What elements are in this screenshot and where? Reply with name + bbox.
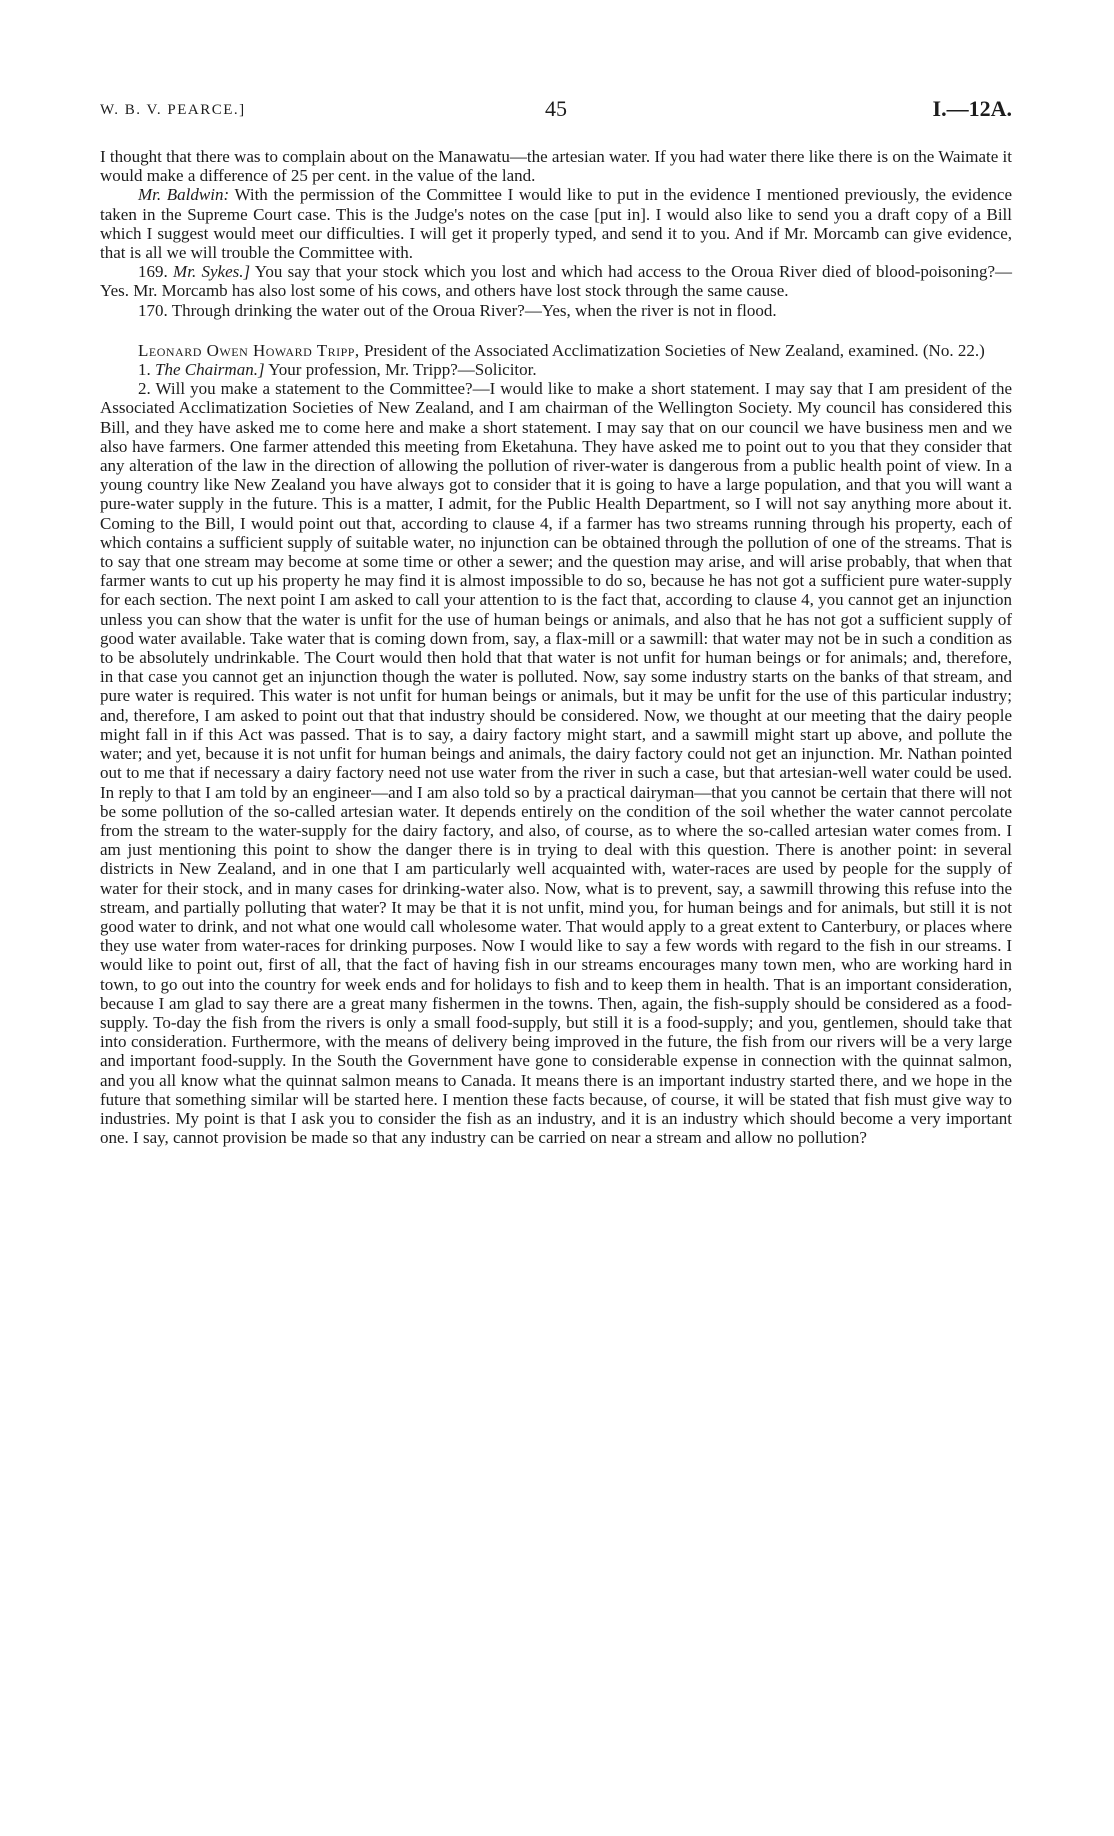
paragraph-question-2: 2. Will you make a statement to the Committee?—I would like to make a short statement. I may say that I am president of the Associated Acclimatization Societies of New Zealand, and I am chairman of the Wellington Society. My council has considered this Bill, and they have asked me to come here and make a short statement. I may say that on our council we have business men and we also have farmers. One farmer attended this meeting from Eketahuna. They have asked me to point out to you that they consider that any alteration of the law in the direction of allowing the pollution of river-water is dangerous from a public health point of view. In a young country like New Zealand you have always got to consider that it is going to have a large population, and that you will want a pure-water supply in the future. This is a matter, I admit, for the Public Health Department, so I will not say anything more about it. Coming to the Bill, I would point out that, according to clause 4, if a farmer has two streams running through his property, each of which contains a sufficient supply of suitable water, no injunction can be obtained through the pollution of one of the streams. That is to say that one stream may become at some time or other a sewer; and the question may arise, and will arise probably, that when that farmer wants to cut up his property he may find it is almost impossible to do so, because he has not got a sufficient pure water-supply for each section. The next point I am asked to call your attention to is the fact that, according to clause 4, you cannot get an injunction unless you can show that the water is unfit for the use of human beings or animals, and also that he has not got a sufficient supply of good water available. Take water that is coming down from, say, a flax-mill or a sawmill: that water may not be in such a condition as to be absolutely undrinkable. The Court would then hold that that water is not unfit for human beings or for animals; and, therefore, in that case you cannot get an injunction though the water is polluted. Now, say some industry starts on the banks of that stream, and pure water is required. This water is not unfit for human beings or animals, but it may be unfit for the use of this particular industry; and, therefore, I am asked to point out that that industry should be considered. Now, we thought at our meeting that the dairy people might fall in if this Act was passed. That is to say, a dairy factory might start, and a sawmill might start up above, and pollute the water; and yet, because it is not unfit for human beings and animals, the dairy factory could not get an injunction. Mr. Nathan pointed out to me that if necessary a dairy factory need not use water from the river in such a case, but that artesian-well water could be used. In reply to that I am told by an engineer—and I am also told so by a practical dairyman—that you cannot be certain that there will not be some pollution of the so-called artesian water. It depends entirely on the condition of the soil whether the water cannot percolate from the stream to the water-supply for the dairy factory, and also, of course, as to where the so-called artesian water comes from. I am just mentioning this point to show the danger there is in trying to deal with this question. There is another point: in several districts in New Zealand, and in one that I am particularly well acquainted with, water-races are used by people for the supply of water for their stock, and in many cases for drinking-water also. Now, what is to prevent, say, a sawmill throwing this refuse into the stream, and partially polluting that water? It may be that it is not unfit, mind you, for human beings and for animals, but still it is not good water to drink, and not what one would call wholesome water. That would apply to a great extent to Canterbury, or places where they use water from water-races for drinking purposes. Now I would like to say a few words with regard to the fish in our streams. I would like to point out, first of all, that the fact of having fish in our streams encourages many town men, who are working hard in town, to go out into the country for week ends and for holidays to fish and to keep them in health. That is an important consideration, because I am glad to say there are a great many fishermen in the towns. Then, again, the fish-supply should be considered as a food-supply. To-day the fish from the rivers is only a small food-supply, but still it is a food-supply; and you, gentlemen, should take that into consideration. Furthermore, with the means of delivery being improved in the future, the fish from our rivers will be a very large and important food-supply. In the South the Government have gone to considerable expense in connection with the quinnat salmon, and you all know what the quinnat salmon means to Canada. It means there is an important industry started there, and we hope in the future that something similar will be started here. I mention these facts because, of course, it will be stated that fish must give way to industries. My point is that I ask you to consider the fish as an industry, and it is an industry which should become a very important one. I say, cannot provision be made so that any industry can be carried on near a stream and allow no pollution? [100, 379, 1012, 1148]
question-number-1: 1. [138, 360, 151, 380]
document-body [100, 147, 1012, 1147]
section-gap [100, 320, 1012, 341]
question-number-169: 169. [138, 262, 168, 282]
speaker-sykes: Mr. Sykes.] [173, 262, 251, 282]
page-number: 45 [545, 96, 567, 121]
question-169-text: You say that your stock which you lost and which had access to the Oroua River died of blood-poisoning?—Yes. Mr. Morcamb has also lost some of his cows, and others have lost stock through the same cause. [100, 262, 1012, 301]
paragraph-intro: I thought that there was to complain about on the Manawatu—the artesian water. If you had water there like there is on the Waimate it would make a difference of 25 per cent. in the value of the land. [100, 147, 1012, 186]
baldwin-statement: With the permission of the Committee I would like to put in the evidence I mentioned previously, the evidence taken in the Supreme Court case. This is the Judge's notes on the case [put in]. I would also like to send you a draft copy of a Bill which I suggest would meet our difficulties. I will get it properly typed, and send it to you. And if Mr. Morcamb can give evidence, that is all we will trouble the Committee with. [100, 185, 1012, 263]
witness-heading [100, 341, 1012, 360]
paragraph-baldwin [100, 185, 1012, 262]
speaker-baldwin: Mr. Baldwin: [138, 185, 230, 205]
speaker-chairman: The Chairman.] [155, 360, 265, 380]
page-header [100, 96, 1012, 126]
paper-reference: I.—12A. [932, 96, 1012, 121]
header-witness-name: W. B. V. PEARCE.] [100, 102, 246, 118]
paragraph-question-170: 170. Through drinking the water out of the Oroua River?—Yes, when the river is not in flood. [138, 300, 777, 320]
question-1-text: Your profession, Mr. Tripp?—Solicitor. [268, 360, 537, 380]
witness-title: President of the Associated Acclimatization Societies of New Zealand, examined. (No. 22.) [363, 340, 985, 360]
witness-name: Leonard Owen Howard Tripp, [138, 340, 360, 360]
paragraph-question-169 [100, 262, 1012, 300]
paragraph-question-1 [100, 360, 1012, 379]
